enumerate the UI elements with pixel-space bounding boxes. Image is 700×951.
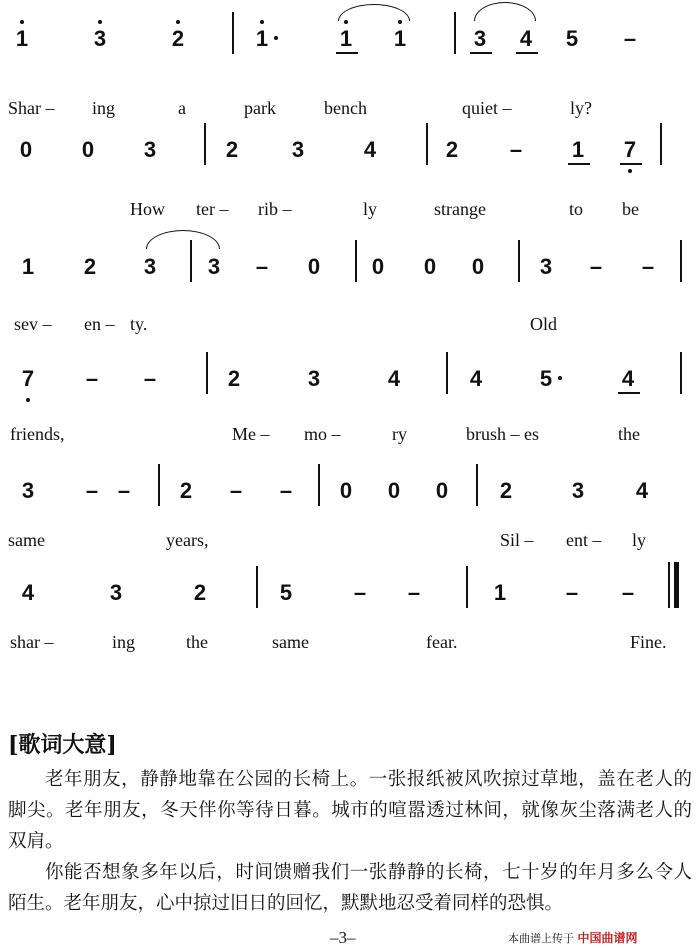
lyric-word: brush – es [466,424,539,444]
lyric-word: Shar – [8,98,55,118]
jianpu-note: 0 [339,478,353,503]
lyric-word: the [618,424,640,444]
lyric-word: ly [632,530,647,550]
jianpu-note: 1 [339,26,353,51]
jianpu-note: 5 [565,26,579,51]
jianpu-note: – [229,478,243,503]
credit-text: 本曲谱上传于 [508,932,574,945]
final-barline-thick [674,562,679,608]
bar-line [232,12,234,54]
jianpu-note: 0 [387,478,401,503]
eighth-underline [620,163,642,165]
octave-down-dot [628,169,632,173]
slur-arc [338,4,410,21]
octave-up-dot [260,20,264,24]
lyric-word: ter – [196,199,229,219]
jianpu-note: 3 [143,137,157,162]
octave-up-dot [344,20,348,24]
summary-paragraph-1: 老年朋友，静静地靠在公园的长椅上。一张报纸被风吹掠过草地，盖在老人的脚尖。老年朋友，冬天伴你等待日暮。城市的喧嚣透过林间，就像灰尘落满老人的双肩。 [8,769,692,852]
jianpu-note: – [623,26,637,51]
bar-line [158,464,160,506]
lyric-word: sev – [14,314,52,334]
bar-line [206,352,208,394]
jianpu-note: 2 [445,137,459,162]
octave-down-dot [26,398,30,402]
page-number: –3– [330,928,356,947]
lyric-word: same [8,530,45,550]
lyric-word: years, [166,530,209,550]
jianpu-note: 0 [307,254,321,279]
lyric-word: Me – [232,424,270,444]
jianpu-note: 1 [15,26,29,51]
octave-up-dot [398,20,402,24]
jianpu-note: 7 [21,366,35,391]
jianpu-note: 1 [571,137,585,162]
jianpu-note: 3 [473,26,487,51]
lyric-word: ent – [566,530,602,550]
jianpu-note: 0 [81,137,95,162]
jianpu-note: – [353,580,367,605]
upload-credit [508,929,638,946]
jianpu-note: 3 [571,478,585,503]
jianpu-note: – [621,580,635,605]
bar-line [355,240,357,282]
jianpu-note: – [589,254,603,279]
jianpu-note: 4 [469,366,483,391]
lyrics-summary-title: [歌词大意] [8,732,117,758]
jianpu-note: – [143,366,157,391]
jianpu-note: 7 [623,137,637,162]
bar-line [256,566,258,608]
jianpu-note: 3 [143,254,157,279]
lyric-word: bench [324,98,367,118]
score-system-5 [0,470,700,570]
lyric-word: same [272,632,309,652]
jianpu-note: 4 [387,366,401,391]
score-system-4 [0,355,700,455]
jianpu-note: – [407,580,421,605]
jianpu-note: 0 [423,254,437,279]
lyric-word: ty. [130,314,148,334]
bar-line [426,123,428,165]
lyric-word: rib – [258,199,292,219]
lyric-word: How [130,199,165,219]
lyric-word: ry [392,424,407,444]
jianpu-note: 1 [493,580,507,605]
jianpu-note: 2 [179,478,193,503]
lyric-word: mo – [304,424,341,444]
jianpu-note: 3 [539,254,553,279]
bar-line [454,12,456,54]
jianpu-note: 3 [93,26,107,51]
slur-arc [474,2,536,21]
octave-up-dot [20,20,24,24]
lyric-word: ing [92,98,116,118]
lyric-word: ly [363,199,378,219]
jianpu-note: 2 [227,366,241,391]
score-system-2 [0,115,700,219]
eighth-underline [516,52,538,54]
score-system-1 [0,0,700,118]
jianpu-note: – [641,254,655,279]
jianpu-note: 5 [279,580,293,605]
lyric-word: quiet – [462,98,512,118]
score-system-6 [0,578,700,678]
jianpu-note: 4 [621,366,635,391]
bar-line [476,464,478,506]
eighth-underline [336,52,358,54]
lyric-word: strange [434,199,486,219]
jianpu-note: 3 [307,366,321,391]
lyric-word: to [569,199,584,219]
lyric-word: park [244,98,276,118]
lyric-word: be [622,199,639,219]
jianpu-note: – [117,478,131,503]
summary-paragraph-2: 你能否想象多年以后，时间馈赠我们一张静静的长椅，七十岁的年月多么令人陌生。老年朋友，心中掠过旧日的回忆，默默地忍受着同样的恐惧。 [8,862,692,914]
jianpu-note: 4 [21,580,35,605]
jianpu-note: 1 [255,26,269,51]
eighth-underline [618,392,640,394]
augmentation-dot [274,36,278,40]
lyric-word: Sil – [500,530,534,550]
lyric-word: ly? [570,98,592,118]
jianpu-note: 0 [471,254,485,279]
jianpu-note: 1 [21,254,35,279]
site-logo: 中国曲谱网 [577,931,638,945]
jianpu-note: 0 [19,137,33,162]
bar-line [318,464,320,506]
lyric-word: Fine. [630,632,667,652]
jianpu-note: – [255,254,269,279]
jianpu-note: 0 [435,478,449,503]
jianpu-note: – [565,580,579,605]
jianpu-note: 4 [363,137,377,162]
jianpu-note: 1 [393,26,407,51]
lyric-word: a [178,98,186,118]
jianpu-note: – [279,478,293,503]
lyric-word: the [186,632,208,652]
jianpu-note: 2 [171,26,185,51]
bar-line [446,352,448,394]
bar-line [466,566,468,608]
final-barline-thin [668,562,670,608]
bar-line [518,240,520,282]
jianpu-note: 3 [21,478,35,503]
jianpu-note: 3 [291,137,305,162]
jianpu-note: 0 [371,254,385,279]
jianpu-note: 5 [539,366,553,391]
lyric-word: ing [112,632,136,652]
octave-up-dot [176,20,180,24]
jianpu-note: 4 [519,26,533,51]
lyric-word: friends, [10,424,65,444]
jianpu-note: 2 [225,137,239,162]
jianpu-note: 2 [193,580,207,605]
eighth-underline [568,163,590,165]
jianpu-note: 2 [499,478,513,503]
jianpu-note: – [85,366,99,391]
octave-up-dot [98,20,102,24]
slur-arc [146,230,220,249]
lyric-word: en – [84,314,115,334]
jianpu-note: 3 [109,580,123,605]
jianpu-note: – [509,137,523,162]
bar-line [660,123,662,165]
augmentation-dot [558,376,562,380]
bar-line [680,352,682,394]
lyric-word: shar – [10,632,54,652]
eighth-underline [470,52,492,54]
jianpu-note: 3 [207,254,221,279]
jianpu-note: 2 [83,254,97,279]
score-system-3 [0,240,700,340]
jianpu-note: 4 [635,478,649,503]
bar-line [680,240,682,282]
bar-line [204,123,206,165]
lyric-word: fear. [426,632,458,652]
jianpu-note: – [85,478,99,503]
lyric-word: Old [530,314,557,334]
